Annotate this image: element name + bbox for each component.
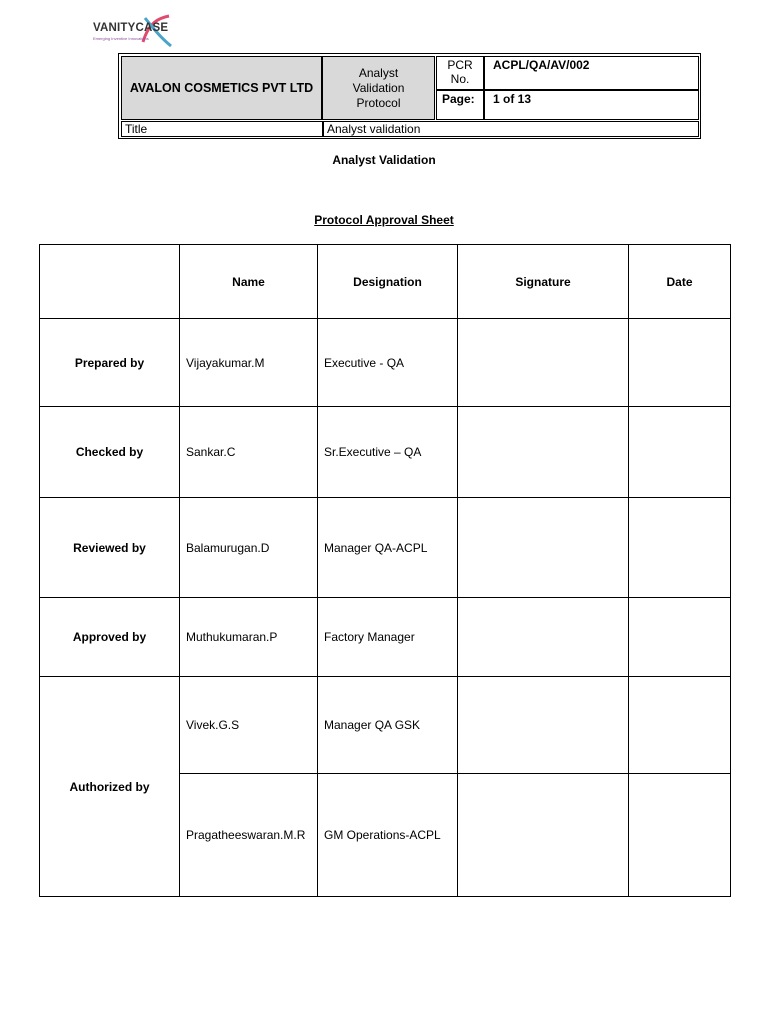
protocol-name: Analyst Validation Protocol [322,56,435,120]
designation-cell: GM Operations-ACPL [318,774,458,897]
table-row [40,319,731,407]
signature-cell [458,407,629,498]
name-cell: Muthukumaran.P [180,598,318,677]
page-label: Page: [436,90,484,120]
name-cell: Sankar.C [180,407,318,498]
signature-cell [458,677,629,774]
designation-cell: Factory Manager [318,598,458,677]
logo-tagline: Emerging Inventive Innovations [93,36,149,41]
name-cell: Vivek.G.S [180,677,318,774]
signature-cell [458,598,629,677]
date-cell [629,407,731,498]
role-cell: Authorized by [40,677,180,897]
signature-cell [458,498,629,598]
company-name: AVALON COSMETICS PVT LTD [121,56,322,120]
column-header-date: Date [629,245,731,319]
document-heading: Analyst Validation [332,153,436,167]
date-cell [629,598,731,677]
approval-table [39,244,731,897]
logo-brand-text: VANITYCASE [93,22,169,34]
role-cell: Prepared by [40,319,180,407]
title-value: Analyst validation [323,121,699,137]
approval-sheet-heading: Protocol Approval Sheet [314,213,454,227]
column-header-name: Name [180,245,318,319]
table-row [40,598,731,677]
name-cell: Vijayakumar.M [180,319,318,407]
role-cell: Approved by [40,598,180,677]
table-row [40,677,731,774]
table-row [40,498,731,598]
company-logo [91,10,175,54]
designation-cell: Sr.Executive – QA [318,407,458,498]
role-cell: Checked by [40,407,180,498]
designation-cell: Manager QA-ACPL [318,498,458,598]
title-label: Title [121,121,323,137]
column-header-role [40,245,180,319]
column-header-designation: Designation [318,245,458,319]
designation-cell: Manager QA GSK [318,677,458,774]
table-header-row [40,245,731,319]
page-number-value: 1 of 13 [484,90,699,120]
date-cell [629,677,731,774]
signature-cell [458,774,629,897]
name-cell: Pragatheeswaran.M.R [180,774,318,897]
column-header-signature: Signature [458,245,629,319]
signature-cell [458,319,629,407]
pcr-number-value: ACPL/QA/AV/002 [484,56,699,90]
pcr-number-label: PCR No. [436,56,484,90]
date-cell [629,319,731,407]
date-cell [629,498,731,598]
name-cell: Balamurugan.D [180,498,318,598]
designation-cell: Executive - QA [318,319,458,407]
table-row [40,407,731,498]
date-cell [629,774,731,897]
role-cell: Reviewed by [40,498,180,598]
